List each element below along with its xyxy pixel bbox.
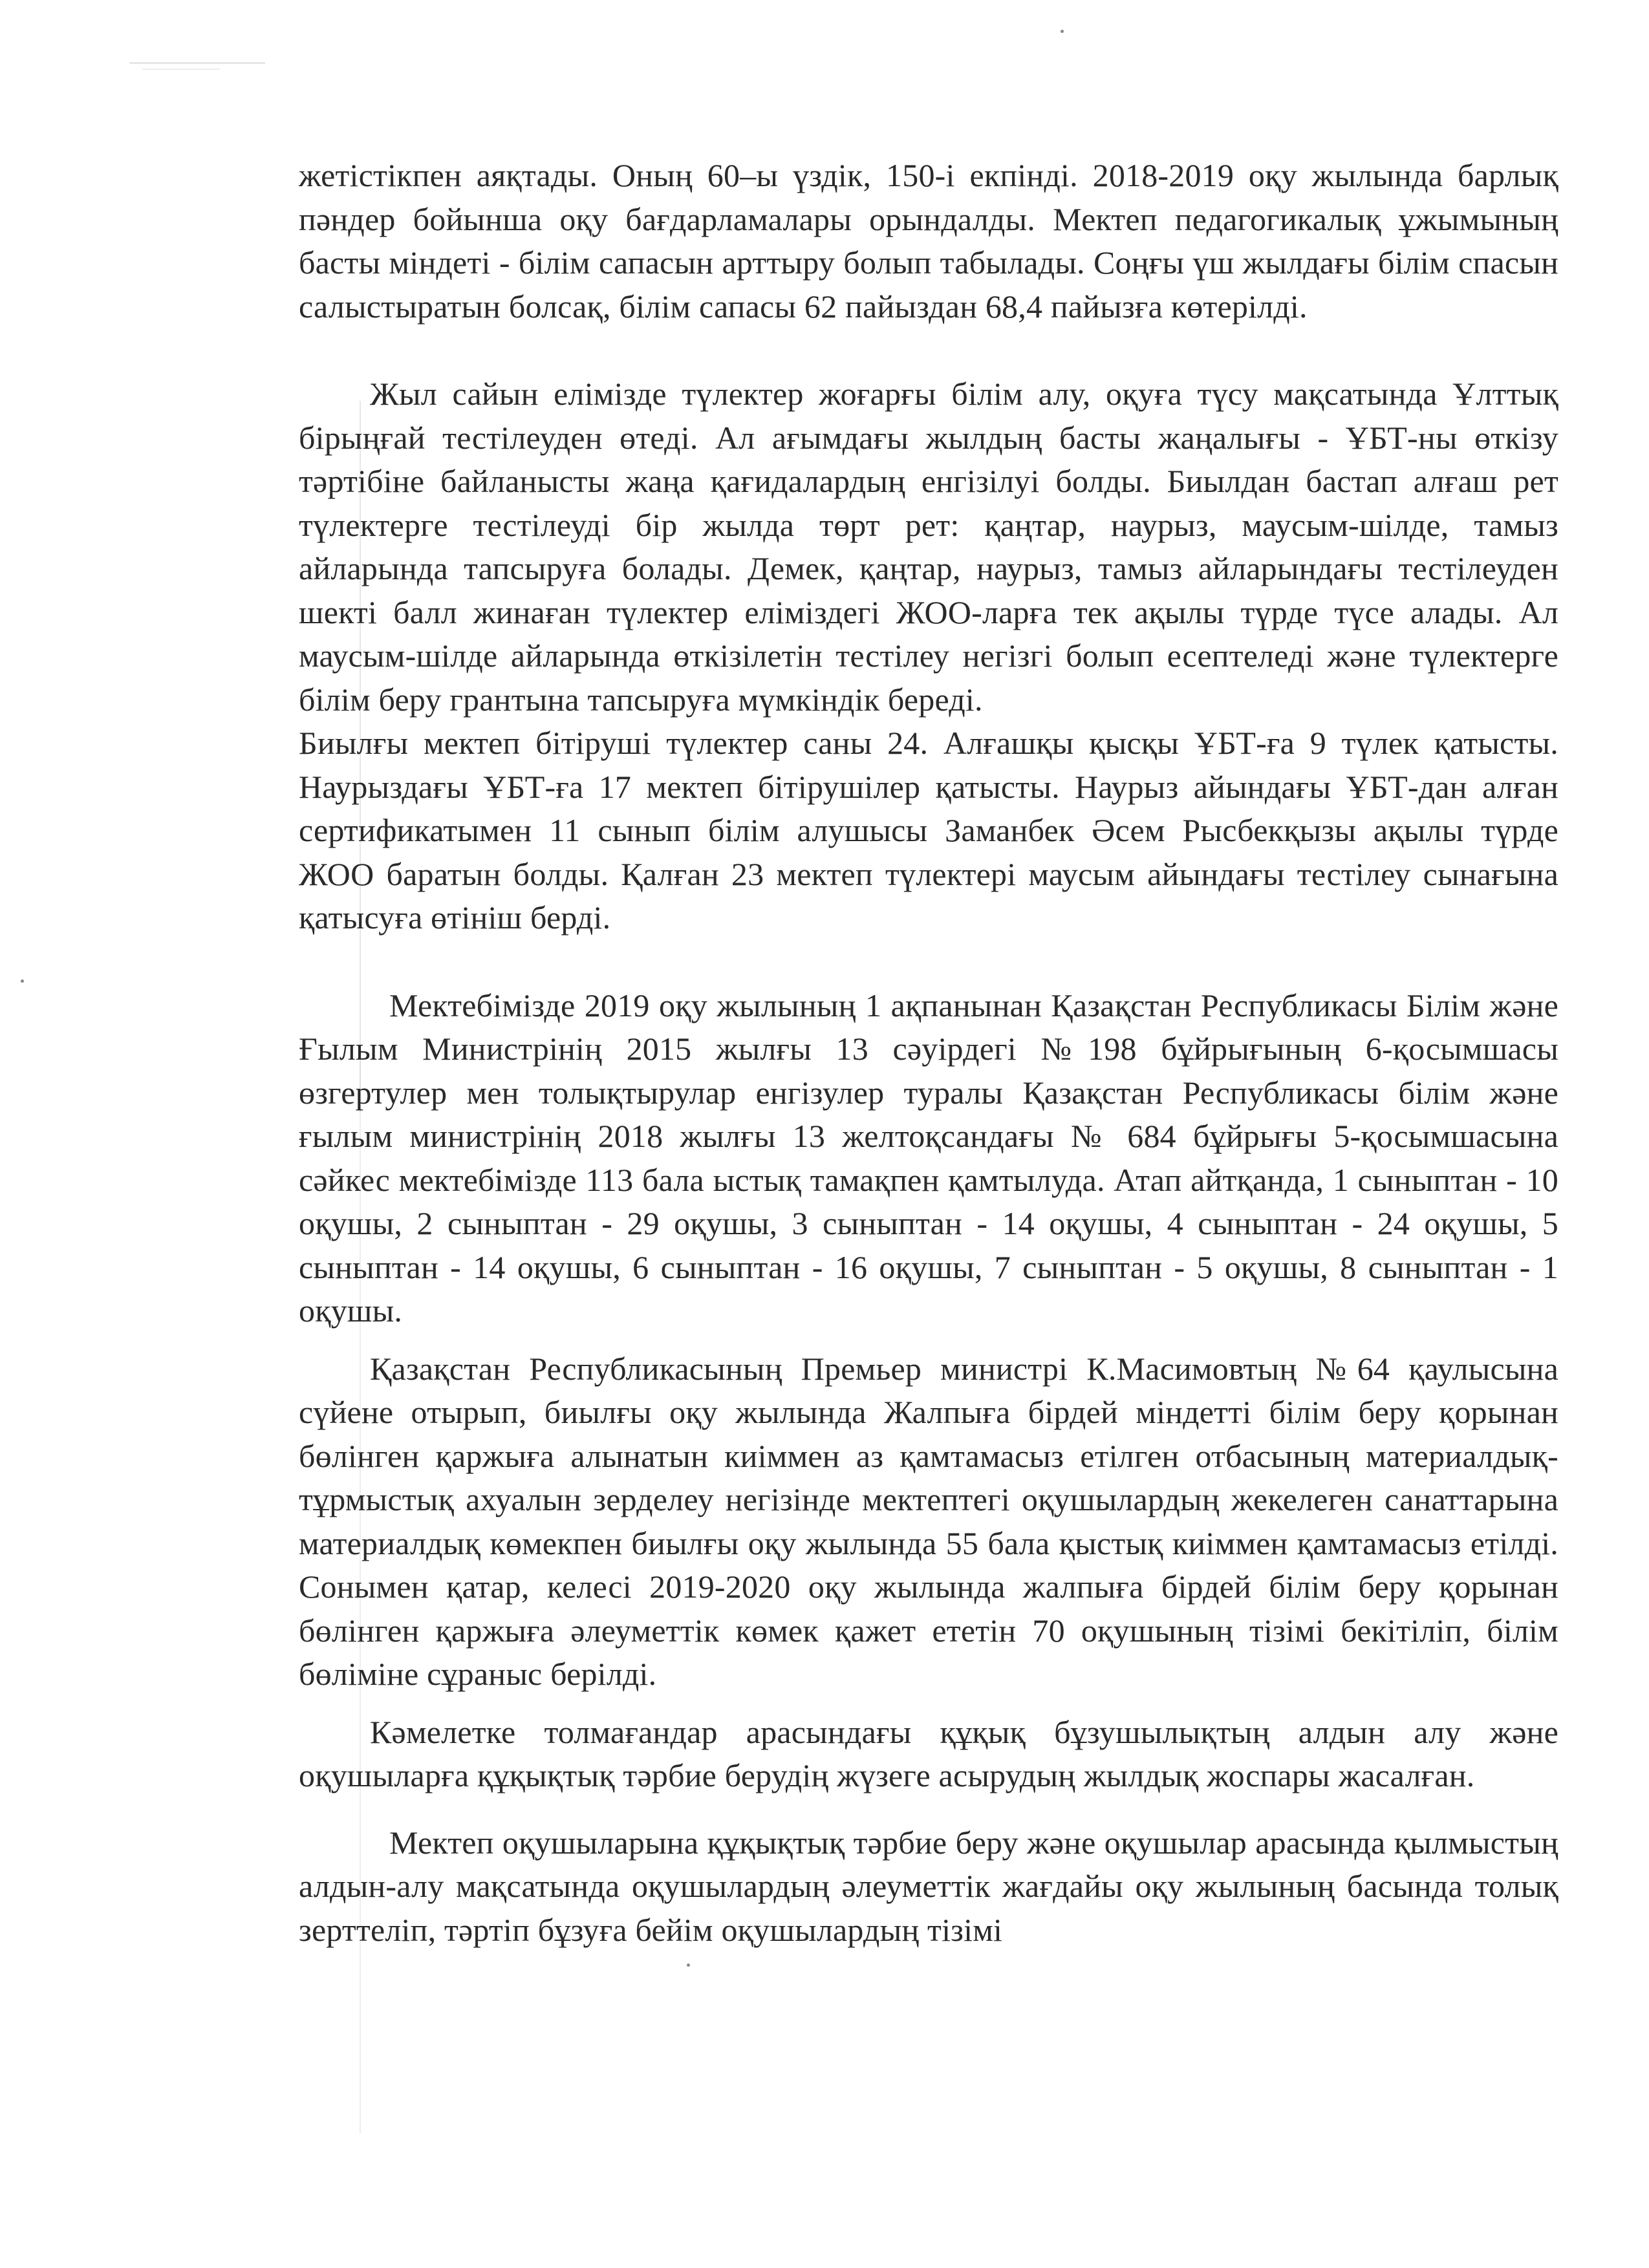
scan-dot-top [1061,30,1064,33]
scan-mark-top-left-2 [142,69,220,70]
paragraph-graduates: Биылғы мектеп бітіруші түлектер саны 24. Алғашқы қысқы ҰБТ-ға 9 түлек қатысты. Наурыздағы ҰБТ-ға 17 мектеп бітірушілер қатысты. Наурыз айындағы ҰБТ-дан алған сертификатымен 11 сынып білім алушысы Заманбек Әсем Рысбекқызы ақылы түрде ЖОО баратын болды. Қалған 23 мектеп түлектері маусым айындағы тестілеу сынағына қатысуға өтініш берді. [299,725,1558,936]
scan-mark-top-left [129,62,265,64]
paragraph-hot-meals: Мектебімізде 2019 оқу жылының 1 ақпанынан Қазақстан Республикасы Білім және Ғылым Министрінің 2015 жылғы 13 сәуірдегі №198 бұйрығының 6-қосымшасы өзгертулер мен толықтырулар енгізулер туралы Қазақстан Республикасы білім және ғылым министрінің 2018 жылғы 13 желтоқсандағы № 684 бұйрығы 5-қосымшасына сәйкес мектебімізде 113 бала ыстық тамақпен қамтылуда. Атап айтқанда, 1 сыныптан - 10 оқушы, 2 сыныптан - 29 оқушы, 3 сыныптан - 14 оқушы, 4 сыныптан - 24 оқушы, 5 сыныптан - 14 оқушы, 6 сыныптан - 16 оқушы, 7 сыныптан - 5 оқушы, 8 сыныптан - 1 оқушы. [299,987,1558,1329]
paragraph-academic-results: жетістікпен аяқтады. Оның 60–ы үздік, 150-і екпінді. 2018-2019 оқу жылында барлық пәндер бойынша оқу бағдарламалары орындалды. Мектеп педагогикалық ұжымының басты міндеті - білім сапасын арттыру болып табылады. Соңғы үш жылдағы білім спасын салыстыратын болсақ, білім сапасы 62 пайыздан 68,4 пайызға көтерілді. [299,157,1558,325]
paragraph-unt-rules: Жыл сайын елімізде түлектер жоғарғы білім алу, оқуға түсу мақсатында Ұлттық бірыңғай тестілеуден өтеді. Ал ағымдағы жылдың басты жаңалығы - ҰБТ-ны өткізу тәртібіне байланысты жаңа қағидалардың енгізілуі болды. Биылдан бастап алғаш рет түлектерге тестілеуді бір жылда төрт рет: қаңтар, наурыз, маусым-шілде, тамыз айларында тапсыруға болады. Демек, қаңтар, наурыз, тамыз айларындағы тестілеуден шекті балл жинаған түлектер еліміздегі ЖОО-ларға тек ақылы түрде түсе алады. Ал маусым-шілде айларында өткізілетін тестілеу негізгі болып есептеледі және түлектерге білім беру грантына тапсыруға мүмкіндік береді. [299,376,1558,718]
document-body [299,154,1558,1952]
scan-dot-left [21,979,24,983]
paragraph-clothing-support: Қазақстан Республикасының Премьер министрі К.Масимовтың №64 қаулысына сүйене отырып, биылғы оқу жылында Жалпыға бірдей міндетті білім беру қорынан бөлінген қаржыға алынатын киіммен аз қамтамасыз етілген отбасының материалдық-тұрмыстық ахуалын зерделеу негізінде мектептегі оқушылардың жекелеген санаттарына материалдық көмекпен биылғы оқу жылында 55 бала қыстық киіммен қамтамасыз етілді. Сонымен қатар, келесі 2019-2020 оқу жылында жалпыға бірдей білім беру қорынан бөлінген қаржыға әлеуметтік көмек қажет ететін 70 оқушының тізімі бекітіліп, білім бөліміне сұраныс берілді. [299,1350,1558,1692]
scan-dot-mid [687,1963,690,1967]
paragraph-crime-prevention-plan: Кәмелетке толмағандар арасындағы құқық бұзушылықтың алдын алу және оқушыларға құқықтық тәрбие берудің жүзеге асырудың жылдық жоспары жасалған. [299,1713,1558,1793]
paragraph-legal-education: Мектеп оқушыларына құқықтық тәрбие беру және оқушылар арасында қылмыстың алдын-алу мақсатында оқушылардың әлеуметтік жағдайы оқу жылының басында толық зерттеліп, тәртіп бұзуға бейім оқушылардың тізімі [299,1824,1558,1948]
